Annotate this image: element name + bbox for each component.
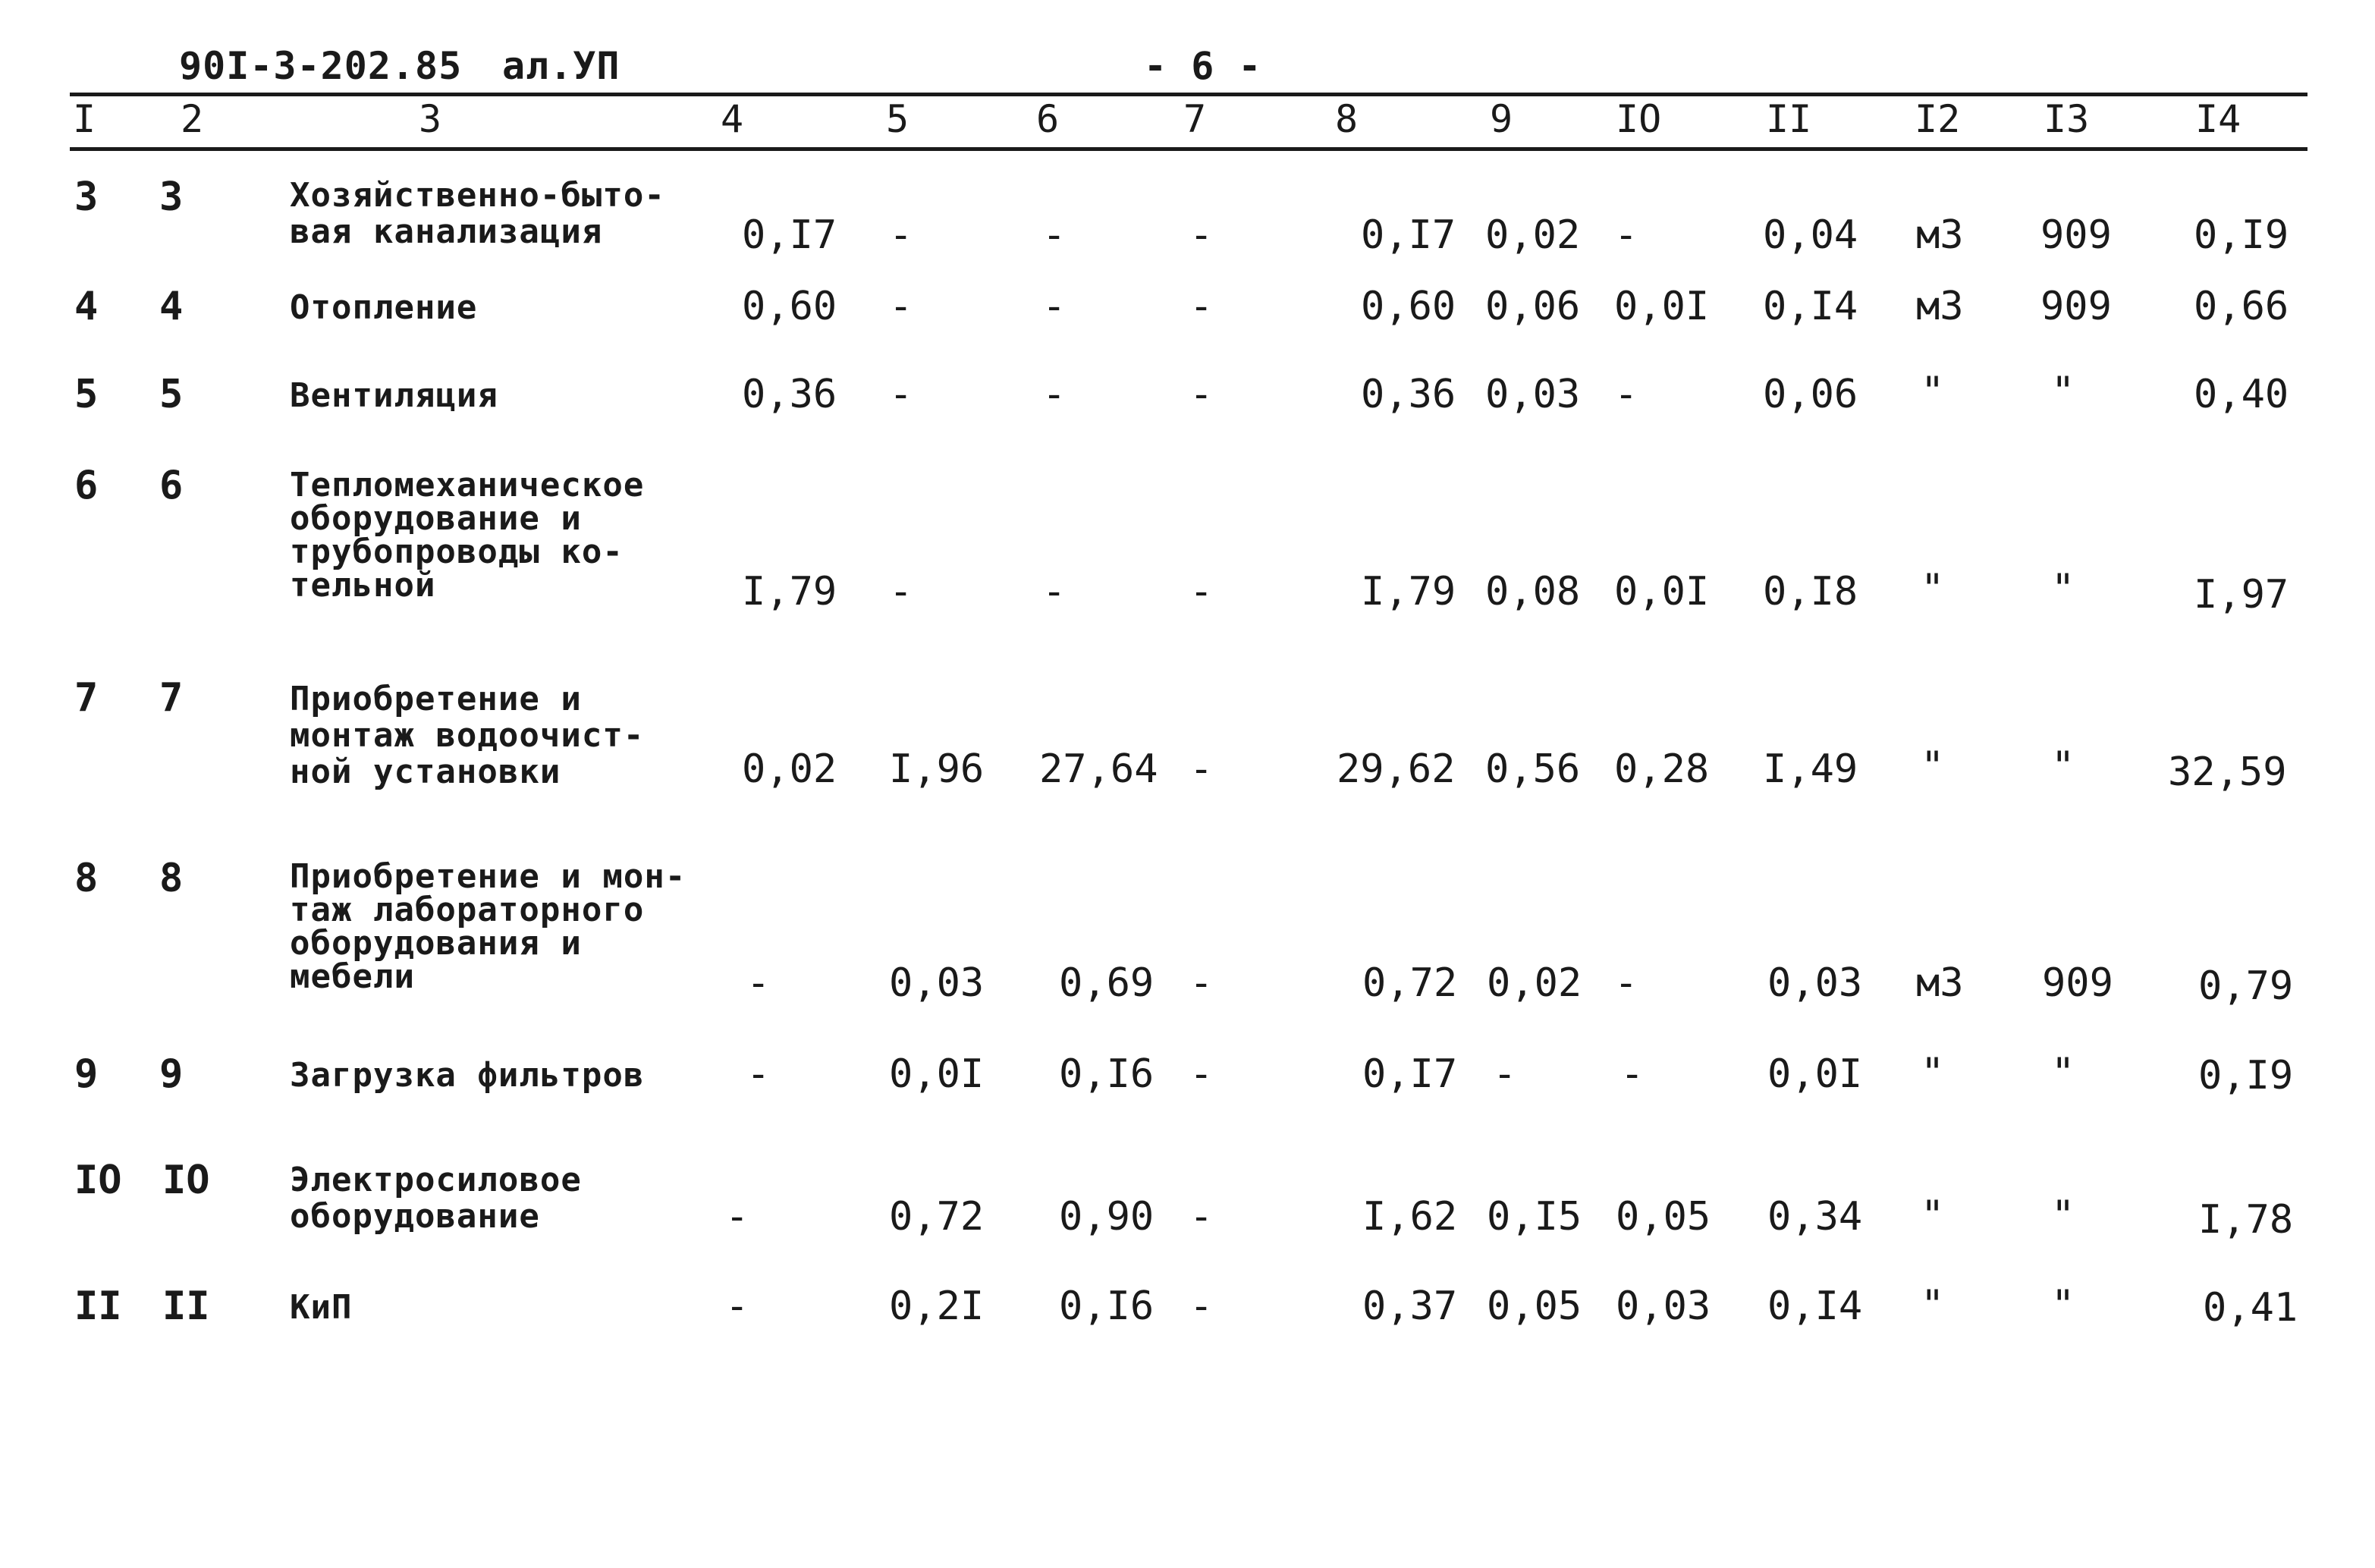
cell-col-14: 0,41 [2203, 1285, 2298, 1331]
cell-col-9: 0,06 [1485, 284, 1581, 329]
row-number: 4 [74, 284, 99, 329]
cell-col-12: " [1921, 369, 1945, 414]
column-number: 8 [1335, 97, 1359, 141]
row-description: Загрузка фильтров [290, 1056, 645, 1095]
cell-col-13: 909 [2040, 212, 2112, 258]
header-rule-top [70, 93, 2307, 96]
cell-col-7: - [1189, 372, 1214, 417]
cell-col-8: I,79 [1361, 569, 1456, 614]
column-number: 6 [1036, 97, 1060, 141]
column-number: IO [1616, 97, 1662, 141]
cell-col-5: - [889, 212, 913, 258]
cell-col-10: 0,28 [1614, 746, 1710, 792]
cell-col-14: 0,40 [2194, 372, 2289, 417]
cell-col-8: 29,62 [1337, 746, 1456, 792]
row-description: КиП [290, 1288, 353, 1327]
cell-col-12: " [1921, 1282, 1945, 1328]
cell-col-8: 0,I7 [1361, 212, 1456, 258]
cell-col-7: - [1189, 284, 1214, 329]
cell-col-10: 0,03 [1616, 1284, 1711, 1329]
cell-col-13: " [2051, 1282, 2075, 1328]
row-number: 7 [74, 675, 99, 721]
cell-col-5: 0,03 [889, 960, 985, 1006]
cell-col-13: " [2051, 566, 2075, 611]
cell-col-6: - [1042, 284, 1067, 329]
row-description: Приобретение и мон- таж лабораторного оборудования и мебели [290, 857, 686, 996]
cell-col-8: I,62 [1362, 1194, 1458, 1240]
cell-col-14: I,78 [2198, 1197, 2294, 1243]
cell-col-4: - [746, 960, 771, 1006]
cell-col-4: 0,36 [742, 372, 837, 417]
cell-col-11: 0,I8 [1763, 569, 1858, 614]
cell-col-7: - [1189, 1284, 1214, 1329]
cell-col-6: 27,64 [1039, 746, 1158, 792]
column-number: I3 [2044, 97, 2090, 141]
cell-col-5: - [889, 372, 913, 417]
cell-col-6: - [1042, 569, 1067, 614]
cell-col-10: - [1614, 212, 1638, 258]
cell-col-12: " [1921, 1192, 1945, 1238]
column-number: 3 [419, 97, 442, 141]
cell-col-9: 0,56 [1485, 746, 1581, 792]
row-number: 3 [74, 174, 99, 220]
cell-col-5: - [889, 284, 913, 329]
cell-col-5: I,96 [889, 746, 985, 792]
cell-col-14: 0,79 [2198, 963, 2294, 1009]
cell-col-4: - [746, 1051, 771, 1097]
cell-col-9: 0,02 [1485, 212, 1581, 258]
row-position: 6 [159, 463, 184, 508]
cell-col-11: I,49 [1763, 746, 1858, 792]
cell-col-14: 0,I9 [2198, 1053, 2294, 1098]
cell-col-8: 0,37 [1362, 1284, 1458, 1329]
row-position: 3 [159, 174, 184, 220]
row-description: Электросиловое оборудование [290, 1161, 582, 1236]
cell-col-13: " [2051, 369, 2075, 414]
cell-col-9: 0,I5 [1487, 1194, 1582, 1240]
cell-col-7: - [1189, 1051, 1214, 1097]
cell-col-11: 0,06 [1763, 372, 1858, 417]
cell-col-4: - [725, 1194, 749, 1240]
cell-col-7: - [1189, 960, 1214, 1006]
column-number: 2 [181, 97, 204, 141]
row-number: II [74, 1284, 122, 1329]
cell-col-12: " [1921, 1050, 1945, 1095]
cell-col-12: м3 [1916, 212, 1964, 258]
page-number: - 6 - [1144, 44, 1262, 88]
header-rule-bottom [70, 147, 2307, 151]
row-description: Тепломеханическое оборудование и трубопроводы ко- тельной [290, 466, 645, 605]
cell-col-9: 0,03 [1485, 372, 1581, 417]
cell-col-9: 0,08 [1485, 569, 1581, 614]
cell-col-6: 0,I6 [1059, 1051, 1155, 1097]
column-number: I4 [2195, 97, 2241, 141]
row-number: 5 [74, 372, 99, 417]
column-number: 4 [721, 97, 744, 141]
cell-col-6: - [1042, 372, 1067, 417]
cell-col-5: - [889, 569, 913, 614]
cell-col-6: 0,90 [1059, 1194, 1155, 1240]
cell-col-10: - [1614, 960, 1638, 1006]
row-description: Хозяйственно-быто- вая канализация [290, 176, 665, 251]
cell-col-10: 0,0I [1614, 284, 1710, 329]
cell-col-4: 0,60 [742, 284, 837, 329]
cell-col-13: 909 [2042, 960, 2113, 1006]
row-position: II [162, 1284, 210, 1329]
cell-col-7: - [1189, 569, 1214, 614]
cell-col-7: - [1189, 212, 1214, 258]
column-number: 9 [1490, 97, 1513, 141]
row-number: 6 [74, 463, 99, 508]
row-number: 9 [74, 1051, 99, 1097]
cell-col-14: 0,66 [2194, 284, 2289, 329]
column-number: I [73, 97, 96, 141]
cell-col-8: 0,72 [1362, 960, 1458, 1006]
row-position: 8 [159, 856, 184, 901]
row-number: 8 [74, 856, 99, 901]
cell-col-5: 0,0I [889, 1051, 985, 1097]
cell-col-11: 0,0I [1767, 1051, 1863, 1097]
cell-col-14: I,97 [2194, 572, 2289, 617]
cell-col-4: I,79 [742, 569, 837, 614]
row-position: 5 [159, 372, 184, 417]
column-number: I2 [1915, 97, 1961, 141]
cell-col-6: 0,69 [1059, 960, 1155, 1006]
cell-col-5: 0,2I [889, 1284, 985, 1329]
cell-col-13: " [2051, 743, 2075, 789]
cell-col-4: - [725, 1284, 749, 1329]
cell-col-8: 0,60 [1361, 284, 1456, 329]
row-number: IO [74, 1158, 122, 1203]
cell-col-10: 0,0I [1614, 569, 1710, 614]
row-position: IO [162, 1158, 210, 1203]
cell-col-4: 0,02 [742, 746, 837, 792]
cell-col-13: " [2051, 1192, 2075, 1238]
cell-col-11: 0,04 [1763, 212, 1858, 258]
row-position: 9 [159, 1051, 184, 1097]
row-description: Вентиляция [290, 376, 498, 415]
cell-col-11: 0,03 [1767, 960, 1863, 1006]
cell-col-4: 0,I7 [742, 212, 837, 258]
cell-col-10: 0,05 [1616, 1194, 1711, 1240]
cell-col-7: - [1189, 746, 1214, 792]
cell-col-8: 0,I7 [1362, 1051, 1458, 1097]
document-code: 90I-3-202.85 [179, 44, 463, 88]
column-number: II [1766, 97, 1812, 141]
row-description: Приобретение и монтаж водоочист- ной установки [290, 680, 645, 791]
cell-col-14: 0,I9 [2194, 212, 2289, 258]
cell-col-11: 0,34 [1767, 1194, 1863, 1240]
row-description: Отопление [290, 288, 478, 327]
column-number: 5 [886, 97, 909, 141]
cell-col-14: 32,59 [2168, 749, 2287, 795]
album-label: ал.УП [502, 44, 620, 88]
cell-col-12: м3 [1916, 284, 1964, 329]
cell-col-12: " [1921, 743, 1945, 789]
cell-col-8: 0,36 [1361, 372, 1456, 417]
cell-col-12: м3 [1916, 960, 1964, 1006]
cell-col-5: 0,72 [889, 1194, 985, 1240]
cell-col-10: - [1614, 372, 1638, 417]
cell-col-6: 0,I6 [1059, 1284, 1155, 1329]
row-position: 7 [159, 675, 184, 721]
row-position: 4 [159, 284, 184, 329]
cell-col-6: - [1042, 212, 1067, 258]
cell-col-10: - [1620, 1051, 1645, 1097]
cell-col-9: - [1493, 1051, 1517, 1097]
cell-col-11: 0,I4 [1763, 284, 1858, 329]
cell-col-13: " [2051, 1050, 2075, 1095]
cell-col-11: 0,I4 [1767, 1284, 1863, 1329]
cell-col-13: 909 [2040, 284, 2112, 329]
cell-col-9: 0,02 [1487, 960, 1582, 1006]
cell-col-12: " [1921, 566, 1945, 611]
cell-col-7: - [1189, 1194, 1214, 1240]
column-number: 7 [1183, 97, 1207, 141]
cell-col-9: 0,05 [1487, 1284, 1582, 1329]
